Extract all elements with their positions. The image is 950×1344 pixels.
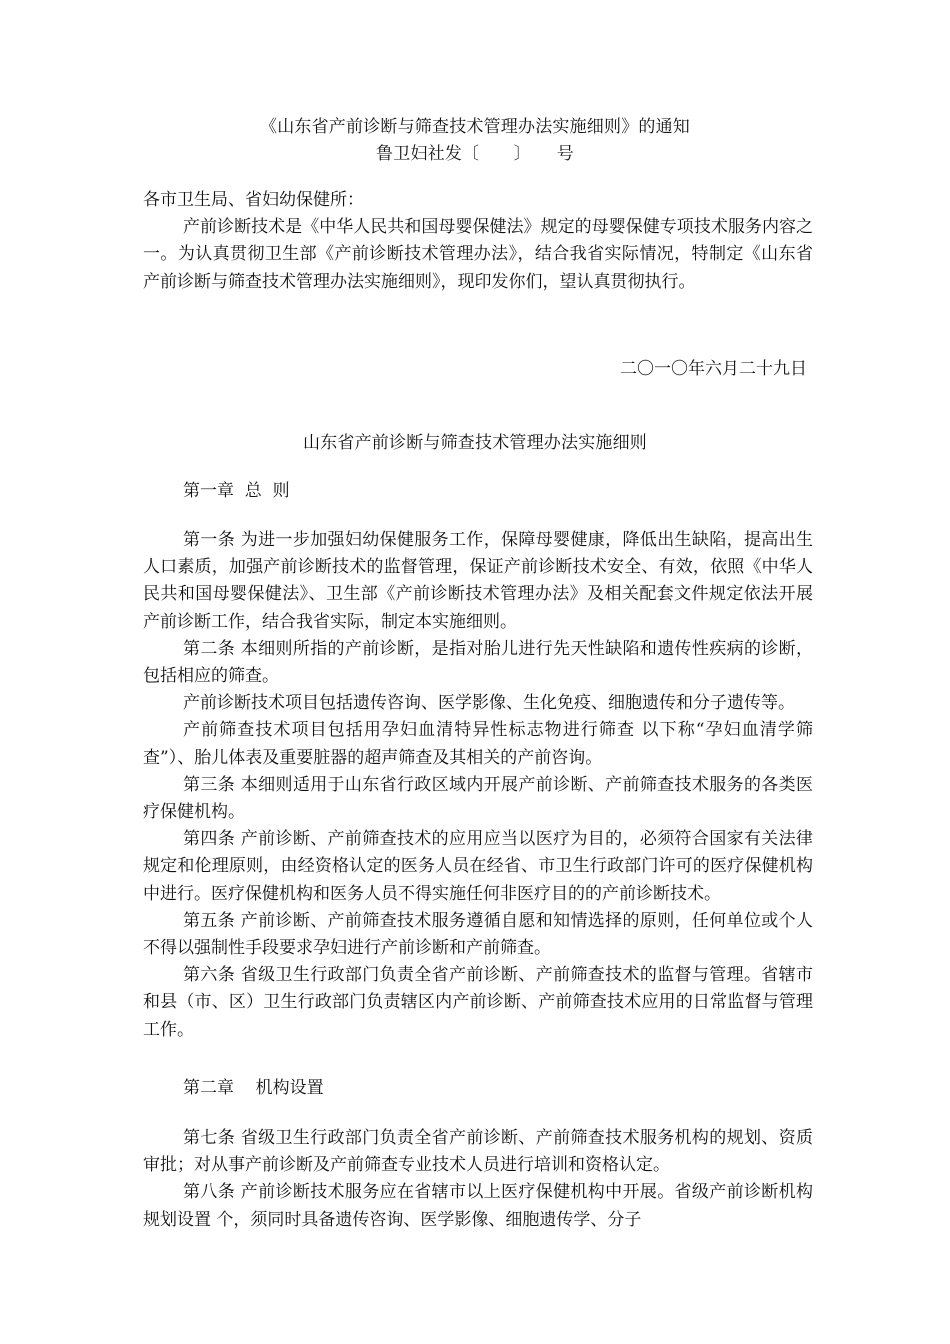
article-4: 第四条 产前诊断、产前筛查技术的应用应当以医疗为目的，必须符合国家有关法律规定和伦理原则，由经资格认定的医务人员在经省、市卫生行政部门许可的医疗保健机构中进行。医疗保健机构和医务人员不得实施任何非医疗目的的产前诊断技术。 — [143, 829, 813, 904]
article-3: 第三条 本细则适用于山东省行政区域内开展产前诊断、产前筛查技术服务的各类医疗保健机构。 — [143, 774, 813, 823]
notice-body — [143, 187, 813, 296]
issue-date: 二〇一〇年六月二十九日 — [620, 359, 807, 379]
article-6: 第六条 省级卫生行政部门负责全省产前诊断、产前筛查技术的监督与管理。省辖市和县（市、区）卫生行政部门负责辖区内产前诊断、产前筛查技术应用的日常监督与管理工作。 — [143, 965, 813, 1040]
article-2-screening-items: 产前筛查技术项目包括用孕妇血清特异性标志物进行筛查 以下称“孕妇血清学筛查”）、胎儿体表及重要脏器的超声筛查及其相关的产前咨询。 — [143, 720, 813, 768]
chapter-1-body — [143, 527, 813, 1044]
article-5: 第五条 产前诊断、产前筛查技术服务遵循自愿和知情选择的原则，任何单位或个人不得以强制性手段要求孕妇进行产前诊断和产前筛查。 — [143, 910, 813, 959]
chapter-2-body — [143, 1125, 813, 1234]
article-2-diagnosis-items: 产前诊断技术项目包括遗传咨询、医学影像、生化免疫、细胞遗传和分子遗传等。 — [183, 693, 795, 714]
rules-title: 山东省产前诊断与筛查技术管理办法实施细则 — [303, 433, 647, 453]
article-7: 第七条 省级卫生行政部门负责全省产前诊断、产前筛查技术服务机构的规划、资质审批；对从事产前诊断及产前筛查专业技术人员进行培训和资格认定。 — [143, 1128, 813, 1176]
document-number: 鲁卫妇社发〔 〕 号 — [376, 144, 574, 164]
chapter-2-heading: 第二章 机构设置 — [183, 1078, 324, 1098]
addressee: 各市卫生局、省妇幼保健所： — [143, 190, 364, 210]
notice-paragraph: 产前诊断技术是《中华人民共和国母婴保健法》规定的母婴保健专项技术服务内容之一。为认真贯彻卫生部《产前诊断技术管理办法》，结合我省实际情况，特制定《山东省产前诊断与筛查技术管理办法实施细则》，现印发你们，望认真贯彻执行。 — [143, 217, 813, 292]
article-8: 第八条 产前诊断技术服务应在省辖市以上医疗保健机构中开展。省级产前诊断机构规划设置 个，须同时具备遗传咨询、医学影像、细胞遗传学、分子 — [143, 1182, 813, 1230]
article-1: 第一条 为进一步加强妇幼保健服务工作，保障母婴健康，降低出生缺陷，提高出生人口素质，加强产前诊断技术的监督管理，保证产前诊断技术安全、有效，依照《中华人民共和国母婴保健法》、卫生部《产前诊断技术管理办法》及相关配套文件规定依法开展产前诊断工作，结合我省实际，制定本实施细则。 — [143, 530, 813, 632]
chapter-1-heading: 第一章 总 则 — [183, 481, 290, 501]
notice-title: 《山东省产前诊断与筛查技术管理办法实施细则》的通知 — [260, 117, 690, 137]
article-2: 第二条 本细则所指的产前诊断，是指对胎儿进行先天性缺陷和遗传性疾病的诊断，包括相应的筛查。 — [143, 638, 813, 687]
